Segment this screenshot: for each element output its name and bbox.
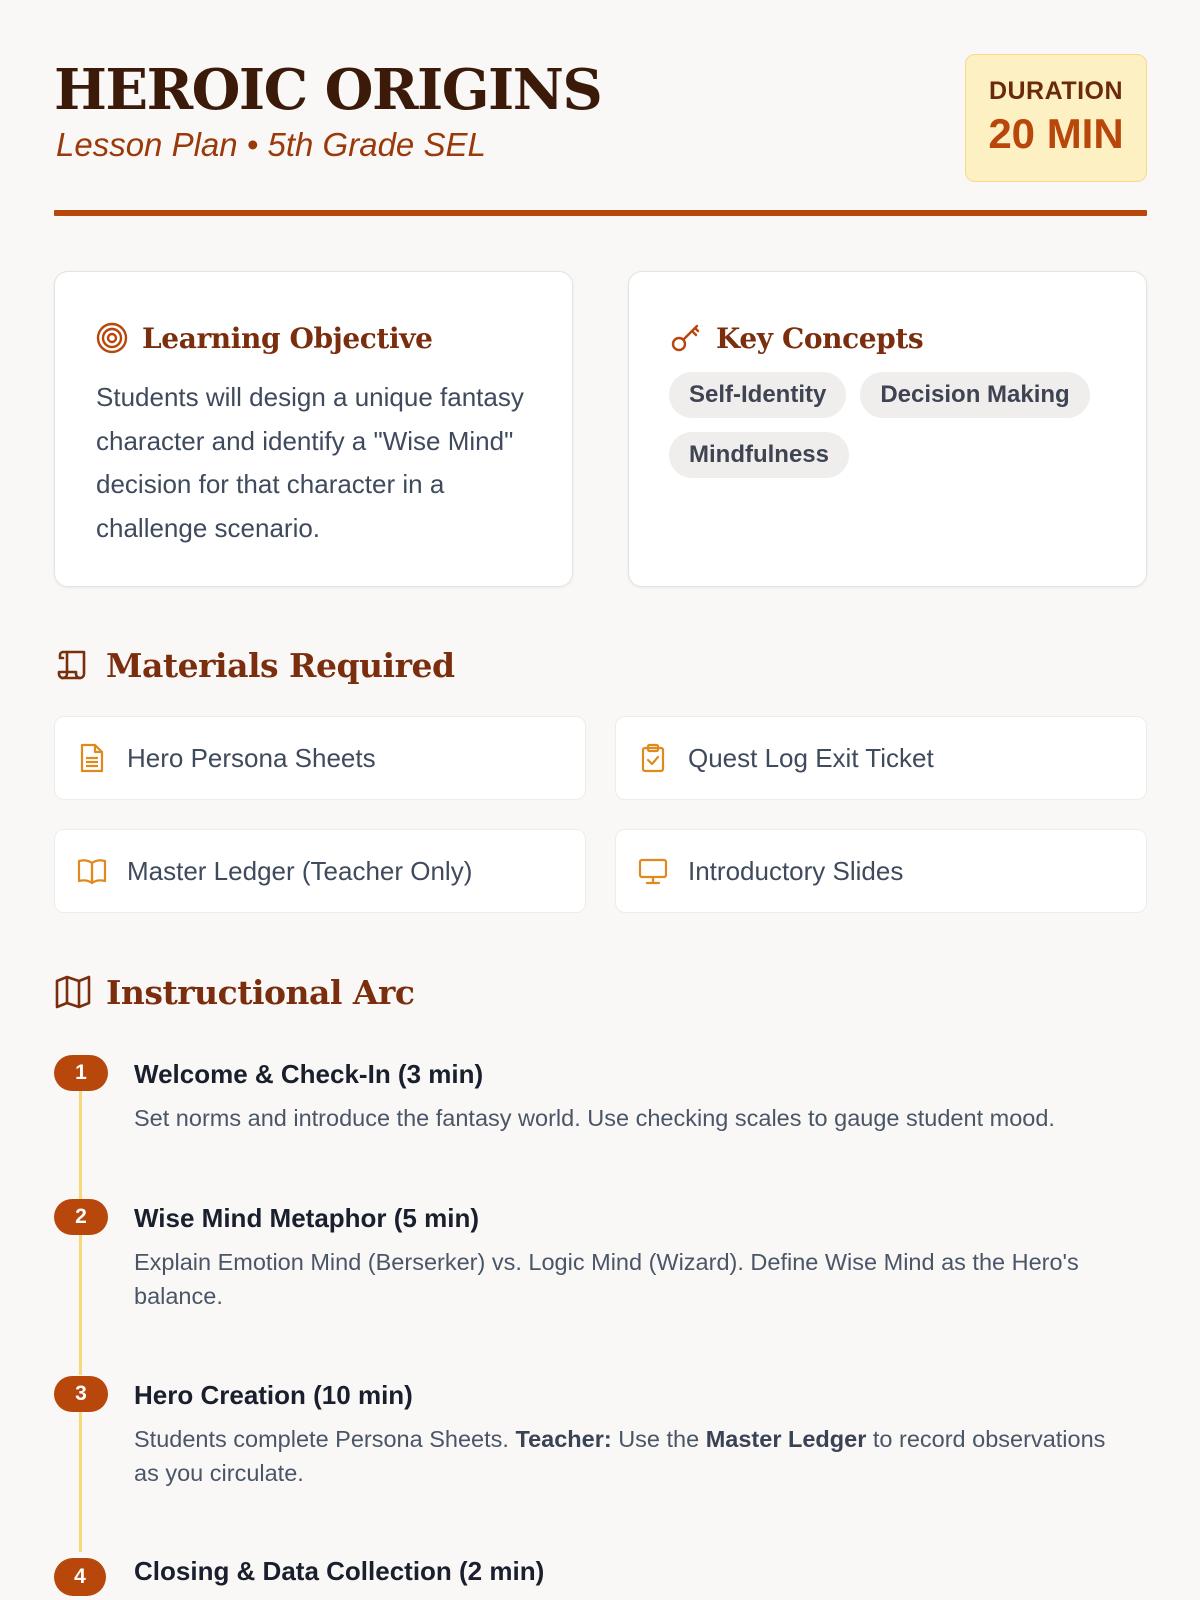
desc-text: to record observations as you circulate. [134,1426,1106,1486]
timeline-connector [79,1412,82,1552]
document-icon [77,743,107,773]
header [54,58,1147,218]
target-icon [95,321,129,355]
concept-tags [669,372,1109,492]
learning-objective-text: Students will design a unique fantasy character and identify a "Wise Mind" decision for that character in a challenge scenario. [96,382,524,543]
learning-objective-card [54,271,573,587]
step-number-badge: 3 [54,1376,108,1412]
concept-tag: Self-Identity [669,372,846,418]
step-description: Set norms and introduce the fantasy world. Use checking scales to gauge student mood. [134,1105,1055,1131]
page-title: HEROIC ORIGINS [54,57,602,123]
duration-label: DURATION [988,77,1124,105]
material-label: Master Ledger (Teacher Only) [127,855,473,886]
monitor-icon [638,856,668,886]
key-concepts-card [628,271,1147,587]
desc-text: Students complete Persona Sheets. [134,1426,516,1452]
lesson-plan-page [54,0,1147,1600]
step-description [134,1422,1134,1490]
page-subtitle: Lesson Plan • 5th Grade SEL [56,126,486,163]
duration-badge [965,54,1147,182]
material-item [54,829,586,913]
timeline-connector [79,1091,82,1213]
map-icon [54,973,92,1011]
material-item [54,716,586,800]
header-divider [54,210,1147,216]
book-open-icon [77,856,107,886]
material-label: Introductory Slides [688,855,904,886]
materials-title: Materials Required [106,645,455,685]
desc-text: Use the [611,1426,706,1452]
step-number-badge: 1 [54,1055,108,1091]
learning-objective-title: Learning Objective [142,321,433,355]
step-number-badge: 2 [54,1199,108,1235]
step-title: Wise Mind Metaphor (5 min) [134,1203,479,1233]
timeline-connector [79,1235,82,1375]
instructional-arc-title: Instructional Arc [106,972,415,1012]
step-title: Welcome & Check-In (3 min) [134,1059,484,1089]
material-item [615,829,1147,913]
materials-heading [54,641,455,689]
concept-tag: Decision Making [860,372,1089,418]
material-item [615,716,1147,800]
duration-value: 20 MIN [988,110,1124,157]
clipboard-check-icon [638,743,668,773]
desc-emphasis: Teacher: [515,1426,612,1452]
desc-emphasis: Master Ledger [705,1426,867,1452]
step-title: Closing & Data Collection (2 min) [134,1556,545,1586]
step-title: Hero Creation (10 min) [134,1380,413,1410]
step-number-badge: 4 [54,1558,106,1596]
scroll-icon [54,646,92,684]
key-icon [669,321,703,355]
instructional-arc-heading [54,968,415,1016]
concept-tag: Mindfulness [669,432,849,478]
key-concepts-title: Key Concepts [716,321,924,355]
material-label: Hero Persona Sheets [127,742,376,773]
step-description: Explain Emotion Mind (Berserker) vs. Logic Mind (Wizard). Define Wise Mind as the Hero's balance. [134,1249,1079,1309]
material-label: Quest Log Exit Ticket [688,742,934,773]
